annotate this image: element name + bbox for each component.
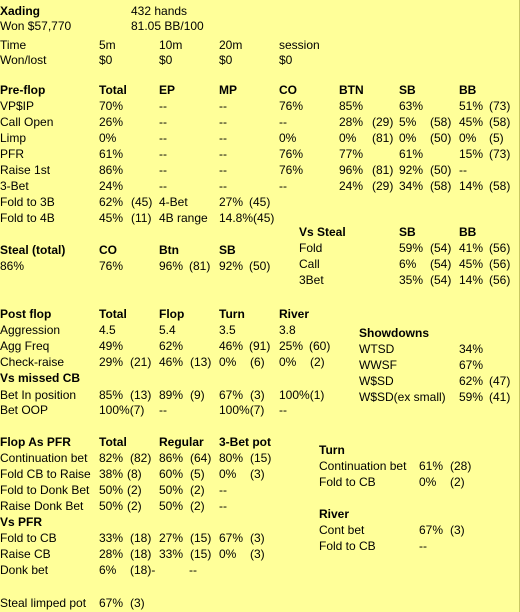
- turn-row-cell-1: 61%: [419, 459, 444, 473]
- flop-as-pfr-row-cell-4: (2): [190, 499, 205, 513]
- showdowns-row: [0, 358, 520, 372]
- preflop-row-cell-1: 70%: [99, 99, 124, 113]
- vs-missed-cb-row-cell-1: 85%: [99, 388, 124, 402]
- preflop-row-cell-7: 51%: [459, 99, 484, 113]
- vs-pfr-row-cell-6: (3): [250, 531, 265, 545]
- preflop-header-row-cell-0: Pre-flop: [0, 83, 46, 97]
- preflop-row-cell-9: --: [459, 163, 467, 177]
- preflop-row-cell-0: Fold to 4B: [0, 211, 55, 225]
- vs-missed-cb-row-cell-3: 89%: [159, 388, 184, 402]
- showdowns-title: [0, 326, 520, 340]
- postflop-row-cell-4: (13): [190, 355, 212, 369]
- vs-missed-cb-row-cell-4: (9): [190, 388, 205, 402]
- time-value-row-cell-0: Won/lost: [0, 53, 47, 67]
- player-won-row: [0, 19, 520, 33]
- preflop-row-cell-0: Raise 1st: [0, 163, 51, 177]
- preflop-row-cell-1: 86%: [99, 163, 124, 177]
- preflop-header-row-cell-7: BB: [459, 83, 477, 97]
- vs-pfr-row-cell-4: (15): [190, 531, 212, 545]
- flop-as-pfr-row-cell-6: (15): [250, 451, 272, 465]
- flop-as-pfr-row-cell-2: (8): [127, 467, 142, 481]
- river-title-cell-0: River: [319, 507, 350, 521]
- preflop-row-cell-7: 0%: [399, 131, 417, 145]
- vs-steal-row: [0, 273, 520, 287]
- flop-as-pfr-row-cell-5: --: [219, 483, 227, 497]
- vs-steal-row-cell-1: 35%: [399, 273, 424, 287]
- vs-pfr-row-cell-6: (3): [250, 547, 265, 561]
- preflop-row-cell-0: Limp: [0, 131, 27, 145]
- showdowns-row-cell-0: WTSD: [359, 342, 395, 356]
- preflop-row: [0, 211, 520, 225]
- player-won-row-cell-1: 81.05 BB/100: [131, 19, 204, 33]
- player-name-row: [0, 4, 520, 18]
- vs-steal-header-row: [0, 225, 520, 239]
- flop-as-pfr-row-cell-1: 38%: [99, 467, 124, 481]
- showdowns-row: [0, 342, 520, 356]
- vs-steal-row-cell-0: Call: [299, 257, 320, 271]
- turn-row-cell-0: Continuation bet: [319, 459, 407, 473]
- steal-value-row-cell-0: 86%: [0, 259, 25, 273]
- vs-pfr-row-cell-2: (18): [130, 547, 152, 561]
- vs-steal-row-cell-2: (54): [430, 241, 452, 255]
- vs-missed-cb-row-cell-2: (13): [130, 388, 152, 402]
- flop-as-pfr-row-cell-0: Fold to Donk Bet: [0, 483, 90, 497]
- vs-missed-cb-row-cell-0: Bet In position: [0, 388, 77, 402]
- postflop-row-cell-3: 3.5: [219, 323, 236, 337]
- preflop-row-cell-2: (45): [131, 195, 153, 209]
- flop-as-pfr-row-cell-1: 50%: [99, 483, 124, 497]
- showdowns-row-cell-1: 62%: [459, 374, 484, 388]
- flop-as-pfr-row-cell-2: (2): [127, 483, 142, 497]
- vs-missed-cb-row-cell-1: 100%(7): [99, 403, 145, 417]
- vs-pfr-row-cell-0: Donk bet: [0, 563, 49, 577]
- postflop-row-cell-2: 62%: [159, 339, 184, 353]
- turn-row-cell-2: (2): [450, 475, 465, 489]
- preflop-row-cell-1: 0%: [99, 131, 117, 145]
- preflop-row-cell-5: 24%: [339, 179, 364, 193]
- postflop-header-row-cell-3: Turn: [219, 307, 245, 321]
- vs-pfr-row-cell-0: Fold to CB: [0, 531, 57, 545]
- showdowns-row: [0, 390, 520, 404]
- preflop-row-cell-4: 76%: [279, 163, 304, 177]
- postflop-row-cell-5: 25%: [279, 339, 304, 353]
- preflop-row-cell-2: --: [159, 147, 167, 161]
- preflop-header-row-cell-6: SB: [399, 83, 416, 97]
- vs-steal-header-row-cell-0: Vs Steal: [299, 225, 346, 239]
- vs-pfr-row-cell-2: (18): [130, 531, 152, 545]
- vs-steal-row-cell-3: 14%: [459, 273, 484, 287]
- turn-row: [0, 459, 520, 473]
- preflop-row-cell-3: 4-Bet: [159, 195, 188, 209]
- flop-as-pfr-row-cell-5: 0%: [219, 467, 237, 481]
- preflop-row-cell-3: 4B range: [159, 211, 208, 225]
- preflop-row-cell-6: (81): [372, 131, 394, 145]
- preflop-row-cell-5: (45): [249, 195, 271, 209]
- flop-as-pfr-row-cell-1: 50%: [99, 499, 124, 513]
- vs-steal-row-cell-0: 3Bet: [299, 273, 324, 287]
- time-value-row-cell-2: $0: [159, 53, 173, 67]
- vs-steal-row-cell-4: (56): [489, 241, 511, 255]
- preflop-row-cell-1: 61%: [99, 147, 124, 161]
- preflop-row-cell-6: 63%: [399, 99, 424, 113]
- vs-steal-row-cell-2: (54): [430, 273, 452, 287]
- preflop-header-row-cell-4: CO: [279, 83, 297, 97]
- vs-missed-cb-row-cell-5: 67%: [219, 388, 244, 402]
- steal-value-row-cell-3: (81): [189, 259, 211, 273]
- preflop-row-cell-7: 34%: [399, 179, 424, 193]
- vs-pfr-row-cell-1: 33%: [99, 531, 124, 545]
- postflop-row-cell-1: 49%: [99, 339, 124, 353]
- river-row-cell-0: Cont bet: [319, 523, 365, 537]
- postflop-row-cell-0: Aggression: [0, 323, 61, 337]
- river-row: [0, 539, 520, 553]
- time-value-row-cell-4: $0: [279, 53, 293, 67]
- preflop-row-cell-2: --: [159, 115, 167, 129]
- preflop-row-cell-8: (50): [430, 131, 452, 145]
- postflop-row-cell-6: (6): [250, 355, 265, 369]
- preflop-row-cell-1: 24%: [99, 179, 124, 193]
- preflop-row-cell-1: 62%: [99, 195, 124, 209]
- postflop-row-cell-7: 0%: [279, 355, 297, 369]
- flop-as-pfr-row-cell-4: (2): [190, 483, 205, 497]
- preflop-row-cell-0: Call Open: [0, 115, 54, 129]
- river-title: [0, 507, 520, 521]
- preflop-row-cell-5: 85%: [339, 99, 364, 113]
- preflop-row-cell-0: PFR: [0, 147, 24, 161]
- preflop-header-row-cell-3: MP: [219, 83, 237, 97]
- vs-missed-cb-row: [0, 403, 520, 417]
- preflop-row: [0, 131, 520, 145]
- preflop-row-cell-4: 27%: [219, 195, 244, 209]
- postflop-header-row-cell-0: Post flop: [0, 307, 52, 321]
- player-name-row-cell-1: 432 hands: [131, 4, 188, 18]
- turn-title: [0, 443, 520, 457]
- preflop-row-cell-10: (5): [489, 131, 504, 145]
- vs-steal-row-cell-3: 45%: [459, 257, 484, 271]
- vs-pfr-row-cell-3: 27%: [159, 531, 184, 545]
- showdowns-row-cell-2: (41): [489, 390, 511, 404]
- steal-limped-pot-row: [0, 596, 520, 610]
- preflop-row-cell-3: --: [219, 115, 227, 129]
- postflop-row-cell-1: 4.5: [99, 323, 116, 337]
- postflop-row-cell-0: Check-raise: [0, 355, 65, 369]
- preflop-header-row-cell-5: BTN: [339, 83, 364, 97]
- flop-as-pfr-header-row-cell-3: 3-Bet pot: [219, 435, 271, 449]
- vs-steal-row-cell-3: 41%: [459, 241, 484, 255]
- flop-as-pfr-header-row-cell-2: Regular: [159, 435, 204, 449]
- vs-pfr-title-cell-0: Vs PFR: [0, 515, 43, 529]
- preflop-row-cell-2: --: [159, 163, 167, 177]
- vs-steal-row-cell-1: 6%: [399, 257, 417, 271]
- postflop-row-cell-3: 46%: [219, 339, 244, 353]
- vs-pfr-row-cell-5: 67%: [219, 531, 244, 545]
- steal-header-row-cell-0: Steal (total): [0, 243, 66, 257]
- preflop-row-cell-1: 45%: [99, 211, 124, 225]
- preflop-row-cell-4: --: [279, 179, 287, 193]
- flop-as-pfr-row-cell-3: 86%: [159, 451, 184, 465]
- showdowns-row-cell-0: WWSF: [359, 358, 397, 372]
- river-row-cell-0: Fold to CB: [319, 539, 376, 553]
- steal-header-row-cell-3: SB: [219, 243, 236, 257]
- steal-limped-pot-row-cell-1: 67%: [99, 596, 124, 610]
- steal-value-row-cell-1: 76%: [99, 259, 124, 273]
- showdowns-row-cell-2: (47): [489, 374, 511, 388]
- preflop-row-cell-4: --: [279, 115, 287, 129]
- showdowns-row-cell-0: W$SD: [359, 374, 394, 388]
- preflop-row-cell-7: 5%: [399, 115, 417, 129]
- flop-as-pfr-row-cell-4: (64): [190, 451, 212, 465]
- flop-as-pfr-header-row-cell-0: Flop As PFR: [0, 435, 71, 449]
- preflop-row-cell-0: Fold to 3B: [0, 195, 55, 209]
- time-header-row-cell-4: session: [279, 38, 320, 52]
- preflop-row-cell-5: 0%: [339, 131, 357, 145]
- time-value-row-cell-3: $0: [219, 53, 233, 67]
- flop-as-pfr-row-cell-6: (3): [250, 467, 265, 481]
- vs-steal-row-cell-4: (56): [489, 257, 511, 271]
- preflop-row: [0, 115, 520, 129]
- vs-pfr-row-cell-3: 33%: [159, 547, 184, 561]
- flop-as-pfr-header-row-cell-1: Total: [99, 435, 127, 449]
- preflop-row-cell-4: 76%: [279, 99, 304, 113]
- postflop-header-row-cell-1: Total: [99, 307, 127, 321]
- postflop-row-cell-4: 3.8: [279, 323, 296, 337]
- preflop-row-cell-5: 28%: [339, 115, 364, 129]
- preflop-row-cell-4: 14.8%(45): [219, 211, 275, 225]
- flop-as-pfr-row-cell-2: (2): [127, 499, 142, 513]
- turn-row-cell-1: 0%: [419, 475, 437, 489]
- vs-steal-row-cell-1: 59%: [399, 241, 424, 255]
- preflop-row-cell-3: --: [219, 179, 227, 193]
- preflop-row: [0, 147, 520, 161]
- showdowns-row-cell-1: 59%: [459, 390, 484, 404]
- vs-pfr-row: [0, 563, 520, 577]
- preflop-row-cell-7: 92%: [399, 163, 424, 177]
- postflop-row-cell-2: 5.4: [159, 323, 176, 337]
- preflop-row-cell-9: 14%: [459, 179, 484, 193]
- vs-missed-cb-row-cell-7: 100%(1): [279, 388, 325, 402]
- preflop-row-cell-0: 3-Bet: [0, 179, 29, 193]
- turn-row: [0, 475, 520, 489]
- flop-as-pfr-row-cell-0: Fold CB to Raise: [0, 467, 91, 481]
- vs-steal-header-row-cell-2: BB: [459, 225, 477, 239]
- time-value-row: [0, 53, 520, 67]
- time-header-row-cell-2: 10m: [159, 38, 183, 52]
- showdowns-row-cell-1: 34%: [459, 342, 484, 356]
- flop-as-pfr-row-cell-1: 82%: [99, 451, 124, 465]
- turn-row-cell-0: Fold to CB: [319, 475, 376, 489]
- showdowns-row-cell-0: W$SD(ex small): [359, 390, 446, 404]
- postflop-header-row-cell-2: Flop: [159, 307, 185, 321]
- preflop-row-cell-8: (58): [430, 115, 452, 129]
- preflop-row-cell-4: 76%: [279, 147, 304, 161]
- preflop-row-cell-8: (73): [489, 147, 511, 161]
- preflop-row: [0, 179, 520, 193]
- player-name-row-cell-0: Xading: [0, 4, 41, 18]
- flop-as-pfr-row-cell-0: Continuation bet: [0, 451, 88, 465]
- vs-pfr-row-cell-1: 28%: [99, 547, 124, 561]
- preflop-row-cell-6: 61%: [399, 147, 424, 161]
- vs-steal-header-row-cell-1: SB: [399, 225, 416, 239]
- postflop-row-cell-3: 46%: [159, 355, 184, 369]
- steal-limped-pot-row-cell-0: Steal limped pot: [0, 596, 87, 610]
- vs-missed-cb-title-cell-0: Vs missed CB: [0, 371, 81, 385]
- showdowns-row-cell-1: 67%: [459, 358, 484, 372]
- postflop-row-cell-4: (91): [249, 339, 271, 353]
- time-header-row-cell-3: 20m: [219, 38, 243, 52]
- preflop-row-cell-6: (29): [372, 115, 394, 129]
- preflop-row-cell-5: 96%: [339, 163, 364, 177]
- showdowns-title-cell-0: Showdowns: [359, 326, 429, 340]
- turn-row-cell-2: (28): [450, 459, 472, 473]
- postflop-row-cell-0: Agg Freq: [0, 339, 50, 353]
- vs-pfr-row-cell-4: (15): [190, 547, 212, 561]
- preflop-row-cell-6: (29): [372, 179, 394, 193]
- vs-missed-cb-row-cell-0: Bet OOP: [0, 403, 49, 417]
- flop-as-pfr-row-cell-0: Raise Donk Bet: [0, 499, 84, 513]
- vs-pfr-row-cell-5: 0%: [219, 547, 237, 561]
- postflop-row-cell-8: (2): [310, 355, 325, 369]
- postflop-row-cell-5: 0%: [219, 355, 237, 369]
- preflop-row-cell-8: (58): [430, 179, 452, 193]
- preflop-row-cell-3: --: [219, 99, 227, 113]
- showdowns-row: [0, 374, 520, 388]
- vs-steal-row-cell-2: (54): [430, 257, 452, 271]
- preflop-header-row: [0, 83, 520, 97]
- preflop-row-cell-9: 0%: [459, 131, 477, 145]
- steal-header-row-cell-2: Btn: [159, 243, 179, 257]
- preflop-row-cell-0: VP$IP: [0, 99, 35, 113]
- flop-as-pfr-row-cell-3: 60%: [159, 467, 184, 481]
- preflop-row-cell-8: (50): [430, 163, 452, 177]
- preflop-header-row-cell-2: EP: [159, 83, 176, 97]
- postflop-row-cell-1: 29%: [99, 355, 124, 369]
- flop-as-pfr-row-cell-2: (82): [130, 451, 152, 465]
- vs-steal-row-cell-0: Fold: [299, 241, 323, 255]
- preflop-header-row-cell-1: Total: [99, 83, 127, 97]
- flop-as-pfr-row-cell-5: --: [219, 499, 227, 513]
- vs-steal-row-cell-4: (56): [489, 273, 511, 287]
- preflop-row-cell-6: (81): [372, 163, 394, 177]
- time-header-row: [0, 38, 520, 52]
- preflop-row-cell-1: 26%: [99, 115, 124, 129]
- postflop-row-cell-2: (21): [130, 355, 152, 369]
- time-header-row-cell-0: Time: [0, 38, 27, 52]
- preflop-row-cell-3: --: [219, 163, 227, 177]
- vs-missed-cb-row-cell-6: (3): [250, 388, 265, 402]
- river-row-cell-2: (3): [450, 523, 465, 537]
- steal-value-row-cell-5: (50): [249, 259, 271, 273]
- time-header-row-cell-1: 5m: [99, 38, 116, 52]
- preflop-row-cell-2: --: [159, 179, 167, 193]
- preflop-row: [0, 99, 520, 113]
- flop-as-pfr-row-cell-3: 50%: [159, 499, 184, 513]
- turn-title-cell-0: Turn: [319, 443, 345, 457]
- preflop-row-cell-2: --: [159, 99, 167, 113]
- vs-pfr-row-cell-0: Raise CB: [0, 547, 51, 561]
- steal-value-row-cell-4: 92%: [219, 259, 244, 273]
- flop-as-pfr-row-cell-4: (5): [190, 467, 205, 481]
- preflop-row-cell-7: 15%: [459, 147, 484, 161]
- preflop-row-cell-10: (58): [489, 115, 511, 129]
- postflop-header-row: [0, 307, 520, 321]
- steal-limped-pot-row-cell-2: (3): [130, 596, 145, 610]
- river-row-cell-1: --: [419, 539, 427, 553]
- preflop-row-cell-9: 45%: [459, 115, 484, 129]
- steal-header-row-cell-1: CO: [99, 243, 117, 257]
- postflop-header-row-cell-4: River: [279, 307, 310, 321]
- vs-pfr-row-cell-2: (18)-: [130, 563, 156, 577]
- time-value-row-cell-1: $0: [99, 53, 113, 67]
- preflop-row-cell-4: 0%: [279, 131, 297, 145]
- flop-as-pfr-row-cell-3: 50%: [159, 483, 184, 497]
- preflop-row-cell-5: 77%: [339, 147, 364, 161]
- player-won-row-cell-0: Won $57,770: [0, 19, 72, 33]
- vs-missed-cb-row-cell-4: --: [279, 403, 287, 417]
- vs-pfr-row-cell-1: 6%: [99, 563, 117, 577]
- river-row: [0, 523, 520, 537]
- postflop-row-cell-6: (60): [309, 339, 331, 353]
- steal-value-row: [0, 259, 520, 273]
- steal-value-row-cell-2: 96%: [159, 259, 184, 273]
- preflop-row-cell-3: --: [219, 131, 227, 145]
- preflop-row: [0, 195, 520, 209]
- preflop-row-cell-3: --: [219, 147, 227, 161]
- preflop-row-cell-8: (73): [489, 99, 511, 113]
- vs-pfr-row-cell-3: --: [189, 563, 197, 577]
- preflop-row: [0, 163, 520, 177]
- vs-missed-cb-row-cell-3: 100%(7): [219, 403, 265, 417]
- vs-missed-cb-row-cell-2: --: [159, 403, 167, 417]
- preflop-row-cell-10: (58): [489, 179, 511, 193]
- river-row-cell-1: 67%: [419, 523, 444, 537]
- flop-as-pfr-row-cell-5: 80%: [219, 451, 244, 465]
- steal-header-row: [0, 243, 520, 257]
- preflop-row-cell-2: (11): [131, 211, 152, 225]
- preflop-row-cell-2: --: [159, 131, 167, 145]
